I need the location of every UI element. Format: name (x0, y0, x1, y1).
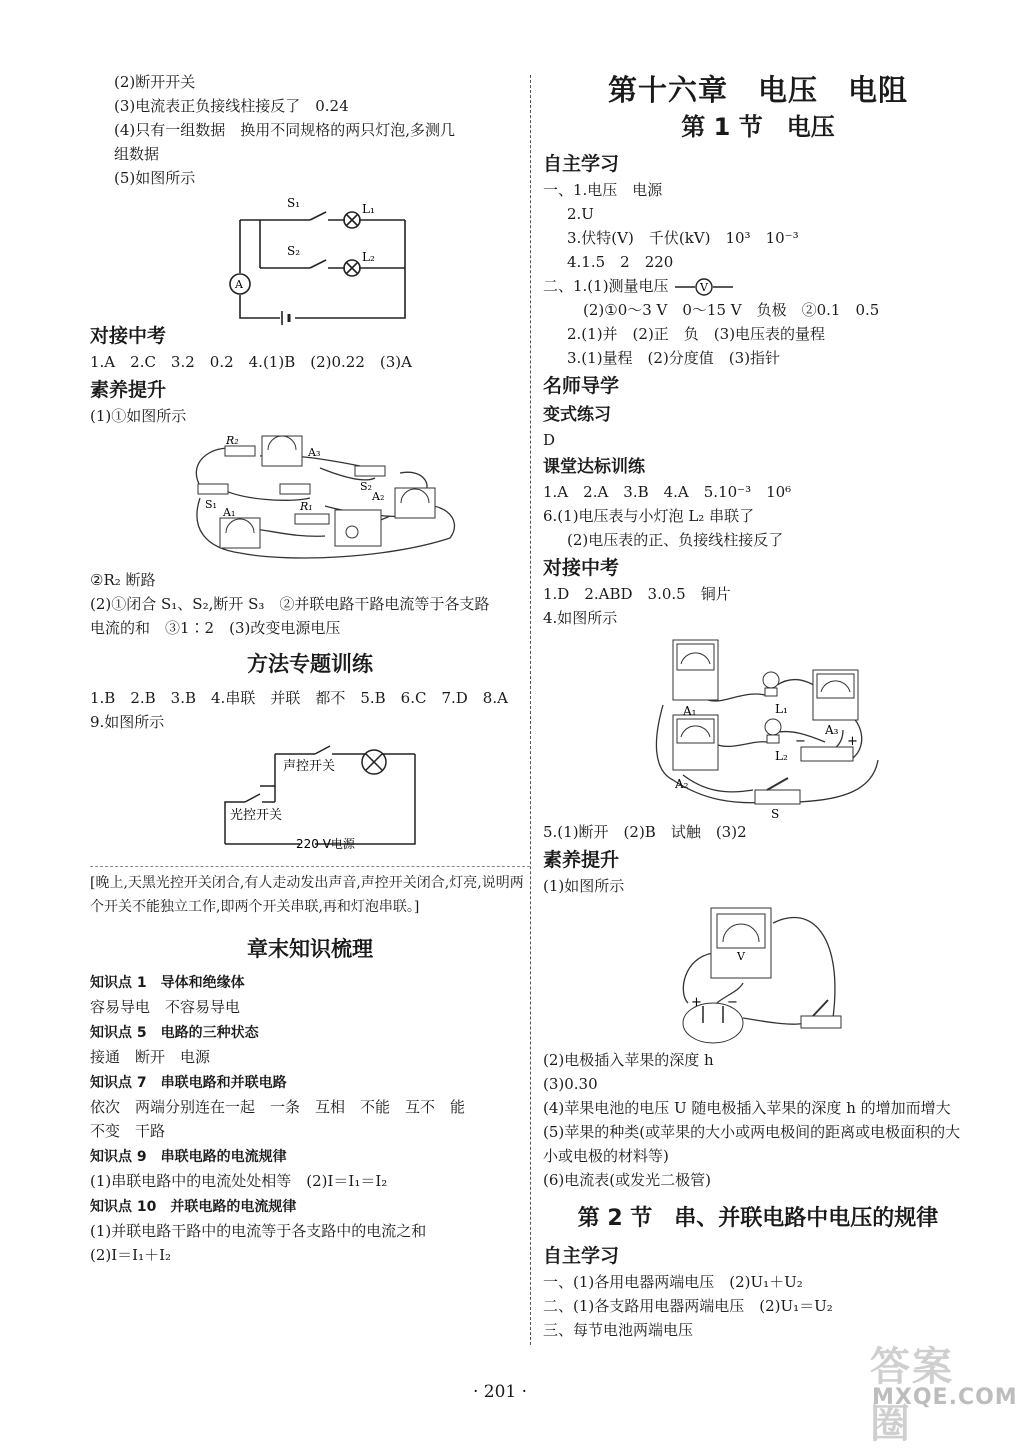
label-a2: A₂ (675, 777, 689, 791)
answer-line: (2)电极插入苹果的深度 h (543, 1051, 714, 1069)
knowledge-point-title: 知识点 5 电路的三种状态 (90, 1025, 259, 1041)
battery-plus: + (847, 734, 858, 749)
knowledge-point-title: 知识点 1 导体和绝缘体 (90, 975, 245, 991)
answer-line: 4.如图所示 (543, 609, 618, 627)
knowledge-point-answer: 依次 两端分别连在一起 一条 互相 不能 互不 能 (90, 1098, 466, 1116)
answer-line: ②R₂ 断路 (90, 571, 156, 589)
answer-line: (1)如图所示 (543, 877, 625, 895)
label-l1: L₁ (775, 702, 788, 716)
summary-title: 章末知识梳理 (247, 937, 373, 961)
page-number: · 201 · (472, 1382, 528, 1402)
label-a3: A₃ (825, 723, 839, 737)
heading-ketang: 课堂达标训练 (543, 457, 645, 477)
knowledge-point-title: 知识点 9 串联电路的电流规律 (90, 1149, 287, 1165)
label-s2: S₂ (287, 244, 301, 258)
label-l2: L₂ (362, 250, 375, 264)
section-title: 第 2 节 串、并联电路中电压的规律 (577, 1206, 939, 1231)
heading-zizhu: 自主学习 (543, 153, 620, 175)
switch-circuit-diagram (90, 734, 530, 852)
explanation-note: [晚上,天黑光控开关闭合,有人走动发出声音,声控开关闭合,灯亮,说明两个开关不能独立工作,即两个开关串联,再和灯泡串联。] (90, 866, 530, 919)
answer-line: (2)①0～3 V 0～15 V 负极 ②0.1 0.5 (583, 301, 880, 319)
battery-minus: − (795, 734, 806, 749)
answer-line: (4)苹果电池的电压 U 随电极插入苹果的深度 h 的增加而增大 (543, 1099, 951, 1117)
answer-line: (2)电压表的正、负接线柱接反了 (567, 531, 784, 549)
answer-line: 6.(1)电压表与小灯泡 L₂ 串联了 (543, 507, 755, 525)
physical-circuit-diagram (90, 428, 530, 568)
answer-line: (3)0.30 (543, 1075, 598, 1093)
answer-line (543, 274, 973, 298)
label-s1: S₁ (287, 196, 301, 210)
label-switch: S (771, 807, 780, 821)
answer-line: (1)①如图所示 (90, 407, 187, 425)
section-title: 第 1 节 电压 (681, 113, 835, 141)
answer-line: 3.(1)量程 (2)分度值 (3)指针 (567, 349, 781, 367)
answer-line: 1.A 2.A 3.B 4.A 5.10⁻³ 10⁶ (543, 483, 792, 501)
left-column (90, 70, 530, 1267)
answer-line: (6)电流表(或发光二极管) (543, 1171, 711, 1189)
label-light-switch: 光控开关 (230, 808, 283, 823)
answer-line: 一、(1)各用电器两端电压 (2)U₁＋U₂ (543, 1273, 803, 1291)
label-s1: S₁ (205, 498, 217, 511)
parallel-circuit-diagram (90, 190, 530, 320)
voltmeter-symbol-icon (673, 278, 735, 296)
voltmeter-symbol-label: V (700, 281, 709, 294)
heading-duijie: 对接中考 (543, 557, 620, 579)
answer-line: (5)如图所示 (114, 169, 196, 187)
label-a1: A₁ (683, 704, 697, 718)
apple-battery-diagram (543, 898, 973, 1048)
label-l1: L₁ (362, 202, 375, 216)
knowledge-point-title: 知识点 7 串联电路和并联电路 (90, 1075, 287, 1091)
answer-line: 9.如图所示 (90, 713, 165, 731)
answer-line: 4.1.5 2 220 (567, 253, 674, 271)
answer-line: (4)只有一组数据 换用不同规格的两只灯泡,多测几 (114, 121, 456, 139)
column-divider (530, 75, 531, 1345)
heading-suyang: 素养提升 (543, 849, 620, 871)
answer-line: 三、每节电池两端电压 (543, 1321, 694, 1339)
knowledge-point-answer: (1)串联电路中的电流处处相等 (2)I＝I₁＝I₂ (90, 1172, 388, 1190)
answer-line: (3)电流表正负接线柱接反了 0.24 (114, 97, 349, 115)
answer-line: (2)①闭合 S₁、S₂,断开 S₃ ②并联电路干路电流等于各支路 (90, 595, 490, 613)
answer-line: (2)断开开关 (114, 73, 196, 91)
watermark-url: MXQE.COM (872, 1385, 1018, 1410)
answer-line: 电流的和 ③1∶2 (3)改变电源电压 (90, 619, 341, 637)
answer-line: 2.(1)并 (2)正 负 (3)电压表的量程 (567, 325, 826, 343)
chapter-title: 第十六章 电压 电阻 (607, 73, 908, 107)
heading-mingshi: 名师导学 (543, 375, 620, 397)
label-l2: L₂ (775, 749, 788, 763)
label-r2: R₂ (226, 434, 239, 447)
heading-duijie: 对接中考 (90, 325, 167, 347)
knowledge-point-answer: (1)并联电路干路中的电流等于各支路中的电流之和 (90, 1222, 427, 1240)
label-negative: − (727, 995, 738, 1010)
answer-line: 一、1.电压 电源 (543, 181, 663, 199)
answer-line: D (543, 431, 556, 449)
label-a1: A₁ (223, 506, 236, 519)
heading-suyang: 素养提升 (90, 379, 167, 401)
answer-line: (5)苹果的种类(或苹果的大小或两电极间的距离或电极面积的大小或电极的材料等) (543, 1123, 961, 1165)
label-r1: R₁ (300, 500, 313, 513)
knowledge-point-answer: 容易导电 不容易导电 (90, 998, 241, 1016)
watermark-logo (870, 1335, 1018, 1447)
answer-line: 二、(1)各支路用电器两端电压 (2)U₁＝U₂ (543, 1297, 833, 1315)
watermark-text: 答案圈 (870, 1344, 954, 1447)
label-a2: A₂ (372, 490, 385, 503)
answer-line: 1.A 2.C 3.2 0.2 4.(1)B (2)0.22 (3)A (90, 353, 412, 371)
method-title: 方法专题训练 (247, 652, 373, 676)
label-power-source: 220 V电源 (296, 837, 355, 851)
heading-zizhu: 自主学习 (543, 1245, 620, 1267)
answer-line: 3.伏特(V) 千伏(kV) 10³ 10⁻³ (567, 229, 799, 247)
answer-line: 组数据 (114, 145, 160, 163)
heading-bianshi: 变式练习 (543, 405, 611, 425)
label-sound-switch: 声控开关 (283, 759, 336, 774)
label-a3: A₃ (308, 446, 321, 459)
answer-line: 5.(1)断开 (2)B 试触 (3)2 (543, 823, 747, 841)
answer-text: 二、1.(1)测量电压 (543, 277, 669, 295)
knowledge-point-title: 知识点 10 并联电路的电流规律 (90, 1199, 297, 1215)
meters-circuit-diagram (543, 630, 973, 820)
label-voltmeter: V (737, 950, 745, 963)
knowledge-point-answer: 不变 干路 (90, 1122, 166, 1140)
knowledge-point-answer: 接通 断开 电源 (90, 1048, 211, 1066)
right-column (543, 70, 973, 1342)
answer-line: 1.B 2.B 3.B 4.串联 并联 都不 5.B 6.C 7.D 8.A (90, 689, 508, 707)
ammeter-label: A (235, 278, 243, 291)
label-positive: + (691, 995, 702, 1010)
label-s2: S₂ (360, 480, 372, 493)
answer-line: 2.U (567, 205, 594, 223)
answer-line: 1.D 2.ABD 3.0.5 铜片 (543, 585, 731, 603)
knowledge-point-answer: (2)I＝I₁＋I₂ (90, 1246, 172, 1264)
